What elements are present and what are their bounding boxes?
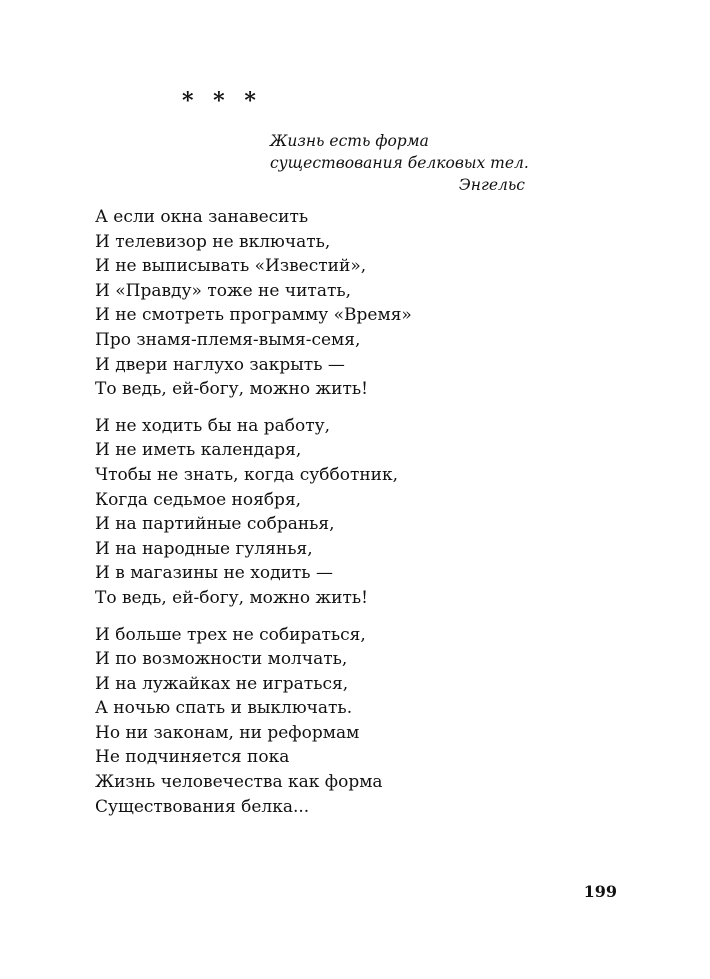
poem-line: То ведь, ей-богу, можно жить!: [95, 379, 368, 400]
poem-line: И телевизор не включать,: [95, 231, 331, 252]
section-ornament: * * *: [182, 88, 262, 114]
poem-line: И больше трех не собираться,: [95, 624, 366, 645]
poem-line: И двери наглухо закрыть —: [95, 354, 345, 375]
poem-line: Когда седьмое ноября,: [95, 489, 302, 510]
poem-line: А если окна занавесить: [95, 207, 309, 227]
epigraph-author: Энгельс: [458, 176, 525, 194]
poem-line: Не подчиняется пока: [95, 747, 290, 768]
poem-line: Чтобы не знать, когда субботник,: [95, 464, 399, 485]
poem-line: И «Правду» тоже не читать,: [95, 280, 352, 301]
poem-line: И не иметь календаря,: [95, 440, 302, 461]
poem-body: [95, 205, 615, 831]
poem-line: То ведь, ей-богу, можно жить!: [95, 587, 368, 608]
poem-line: И не ходить бы на работу,: [95, 415, 331, 436]
poem-line: И по возможности молчать,: [95, 649, 348, 670]
epigraph-line: Жизнь есть форма: [270, 132, 429, 150]
poem-line: И на партийные собранья,: [95, 514, 335, 535]
poem-line: И на лужайках не играться,: [95, 673, 349, 694]
stanza-1: [95, 205, 615, 402]
epigraph-line: существования белковых тел.: [270, 154, 529, 172]
poem-line: Жизнь человечества как форма: [95, 772, 383, 793]
poem-line: Но ни законам, ни реформам: [95, 722, 360, 743]
poem-line: И в магазины не ходить —: [95, 563, 333, 584]
poem-line: И на народные гулянья,: [95, 538, 313, 559]
stanza-3: [95, 623, 615, 820]
stanza-2: [95, 414, 615, 611]
poem-line: И не выписывать «Известий»,: [95, 256, 367, 277]
page-number: 199: [583, 882, 617, 901]
epigraph: [270, 130, 529, 196]
poem-line: Про знамя-племя-вымя-семя,: [95, 329, 361, 350]
poem-line: И не смотреть программу «Время»: [95, 305, 412, 326]
poem-line: А ночью спать и выключать.: [95, 698, 353, 719]
poem-line: Существования белка...: [95, 796, 310, 817]
